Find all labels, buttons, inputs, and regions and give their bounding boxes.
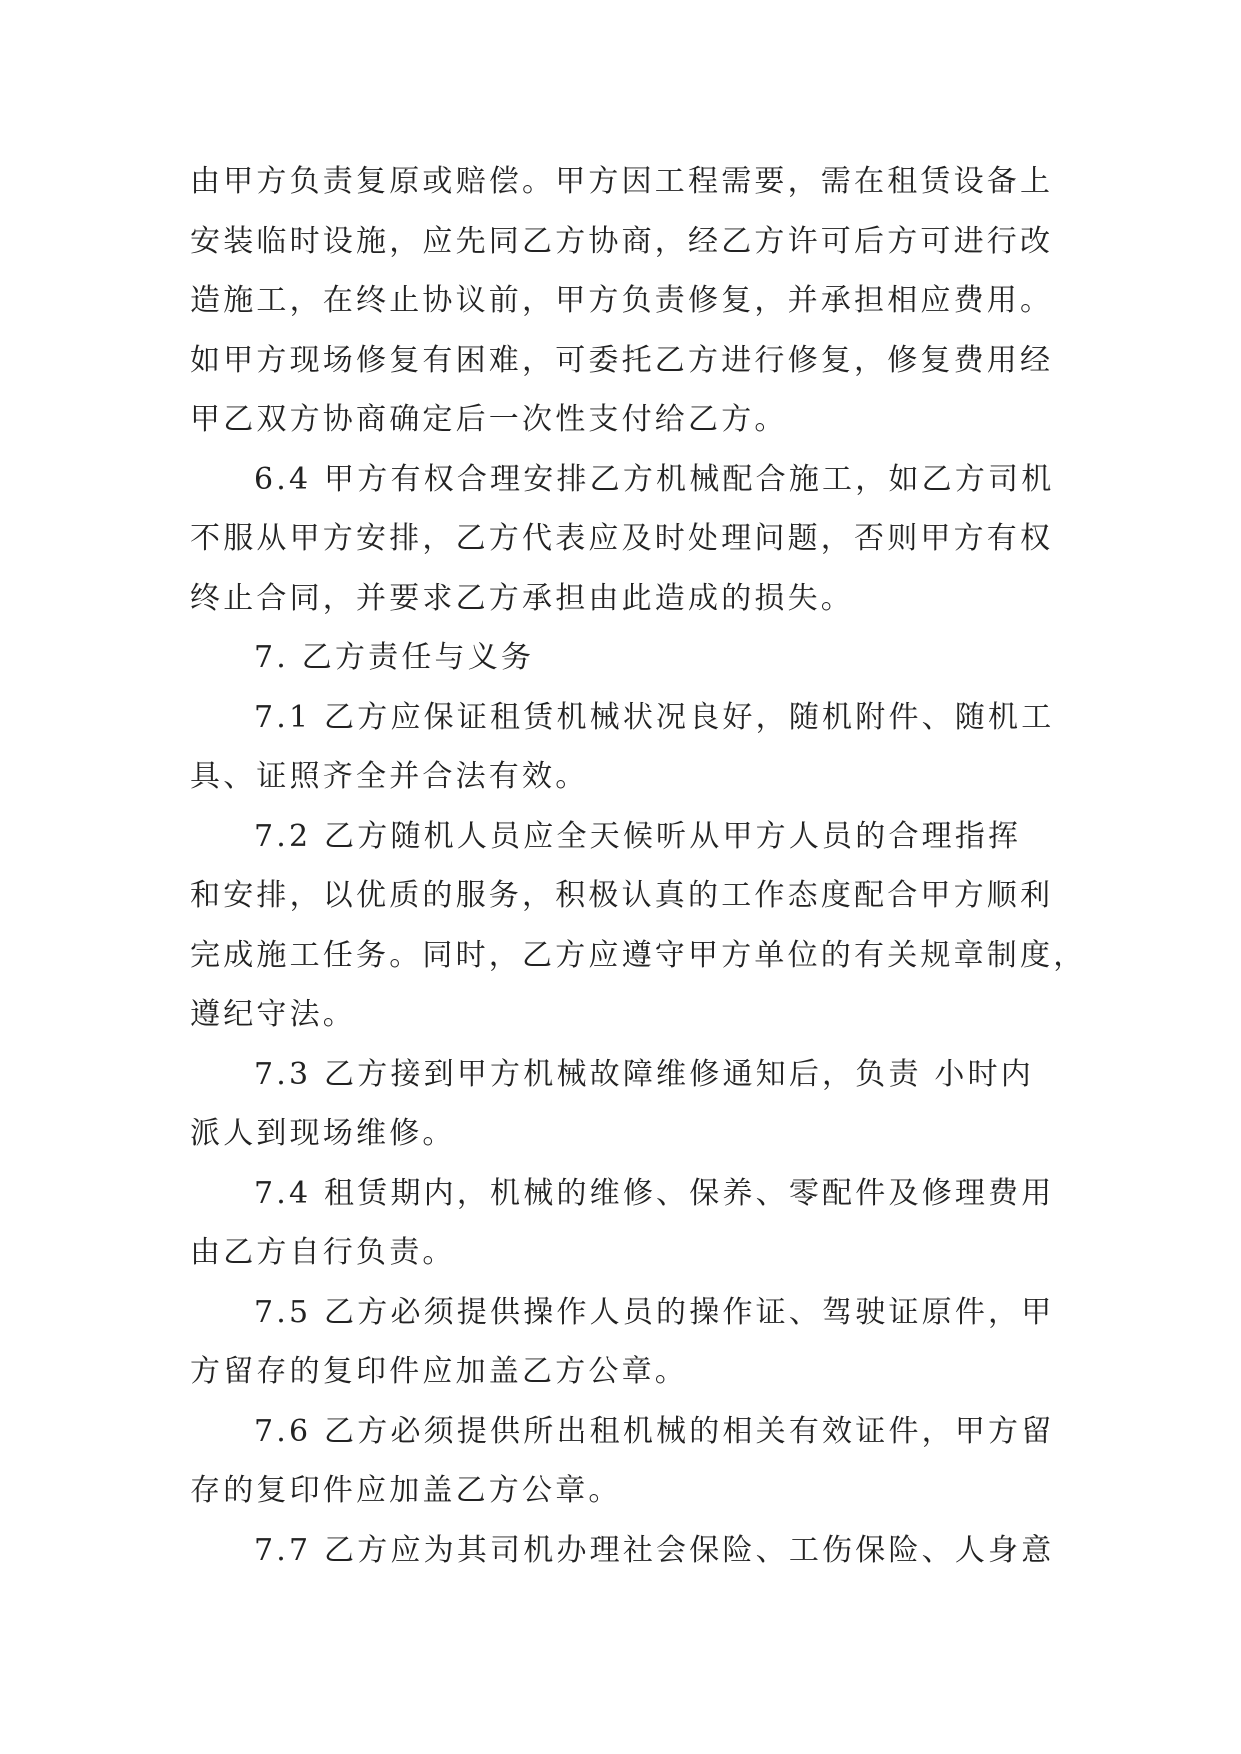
text-line: 完成施工任务。同时，乙方应遵守甲方单位的有关规章制度， bbox=[190, 937, 1087, 973]
clause-6-4: 6.4 甲方有权合理安排乙方机械配合施工，如乙方司机 bbox=[254, 461, 1055, 497]
text-line: 甲乙双方协商确定后一次性支付给乙方。 bbox=[190, 402, 788, 437]
clause-7-4: 7.4 租赁期内，机械的维修、保养、零配件及修理费用 bbox=[254, 1175, 1055, 1211]
text-line: 终止合同，并要求乙方承担由此造成的损失。 bbox=[190, 580, 854, 616]
text-line: 遵纪守法。 bbox=[190, 997, 356, 1032]
text-line: 安装临时设施，应先同乙方协商，经乙方许可后方可进行改 bbox=[190, 223, 1054, 259]
clause-7-2: 7.2 乙方随机人员应全天候听从甲方人员的合理指挥 bbox=[254, 818, 1022, 854]
text-line: 如甲方现场修复有困难，可委托乙方进行修复，修复费用经 bbox=[190, 342, 1054, 378]
text-line: 造施工，在终止协议前，甲方负责修复，并承担相应费用。 bbox=[190, 283, 1054, 318]
clause-7-7: 7.7 乙方应为其司机办理社会保险、工伤保险、人身意 bbox=[254, 1532, 1055, 1568]
text-line: 和安排，以优质的服务，积极认真的工作态度配合甲方顺利 bbox=[190, 878, 1054, 913]
clause-7-6: 7.6 乙方必须提供所出租机械的相关有效证件，甲方留 bbox=[254, 1413, 1055, 1449]
clause-7-3: 7.3 乙方接到甲方机械故障维修通知后，负责 小时内 bbox=[254, 1056, 1034, 1092]
section-heading-7: 7. 乙方责任与义务 bbox=[254, 640, 535, 675]
clause-7-1: 7.1 乙方应保证租赁机械状况良好，随机附件、随机工 bbox=[254, 699, 1055, 735]
text-line: 不服从甲方安排，乙方代表应及时处理问题，否则甲方有权 bbox=[190, 521, 1054, 556]
text-line: 由乙方自行负责。 bbox=[190, 1235, 456, 1270]
text-line: 派人到现场维修。 bbox=[190, 1116, 456, 1151]
clause-7-5: 7.5 乙方必须提供操作人员的操作证、驾驶证原件，甲 bbox=[254, 1294, 1055, 1330]
text-line: 方留存的复印件应加盖乙方公章。 bbox=[190, 1354, 688, 1389]
text-line: 由甲方负责复原或赔偿。甲方因工程需要，需在租赁设备上 bbox=[190, 164, 1054, 199]
text-line: 具、证照齐全并合法有效。 bbox=[190, 759, 589, 794]
document-body bbox=[190, 152, 1087, 1580]
text-line: 存的复印件应加盖乙方公章。 bbox=[190, 1473, 622, 1508]
